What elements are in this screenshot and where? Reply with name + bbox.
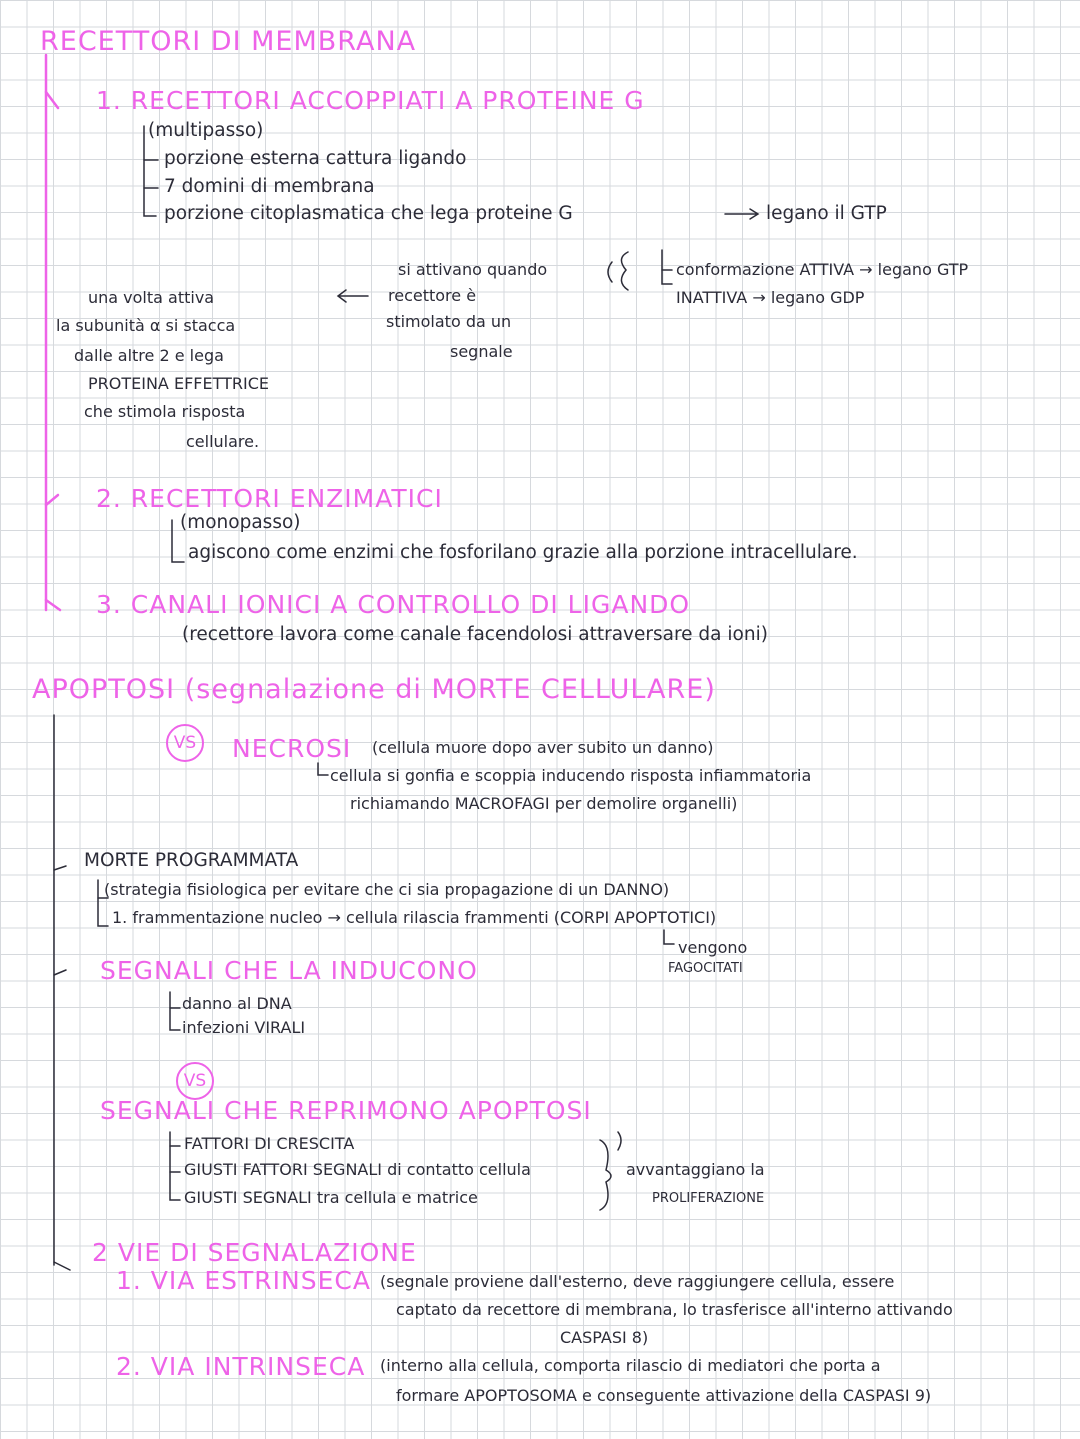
subunit-line: dalle altre 2 e lega — [74, 346, 224, 365]
receptor-1-title: 1. RECETTORI ACCOPPIATI A PROTEINE G — [96, 86, 645, 115]
receptor-3-title: 3. CANALI IONICI A CONTROLLO DI LIGANDO — [96, 590, 691, 619]
intrinsic-pathway-title: 2. VIA INTRINSECA — [116, 1352, 366, 1381]
advantage-note: PROLIFERAZIONE — [652, 1191, 765, 1206]
repressing-signal-item: GIUSTI SEGNALI tra cellula e matrice — [184, 1188, 478, 1207]
subunit-line: che stimola risposta — [84, 402, 246, 421]
subunit-line: una volta attiva — [88, 288, 215, 307]
inducing-signal-item: danno al DNA — [182, 994, 292, 1013]
receptor-3-line: (recettore lavora come canale facendolosi attraversare da ioni) — [182, 624, 768, 645]
programmed-death-line: (strategia fisiologica per evitare che ci sia propagazione di un DANNO) — [104, 880, 670, 899]
versus-badge: VS — [166, 724, 204, 762]
necrosis-line: (cellula muore dopo aver subito un danno) — [372, 738, 714, 757]
receptor-1-line: porzione citoplasmatica che lega proteine G — [164, 203, 573, 224]
apoptosis-title: APOPTOSI (segnalazione di MORTE CELLULARE) — [32, 674, 716, 705]
subunit-line: cellulare. — [186, 432, 260, 451]
gtp-binding-note: legano il GTP — [766, 203, 887, 224]
receptor-2-title: 2. RECETTORI ENZIMATICI — [96, 484, 443, 513]
activation-line: si attivano quando — [398, 260, 548, 279]
receptor-1-line: (multipasso) — [148, 120, 264, 141]
pathways-title: 2 VIE DI SEGNALAZIONE — [92, 1238, 417, 1267]
phagocyted-note: FAGOCITATI — [668, 961, 743, 976]
activation-line: recettore è — [388, 286, 477, 305]
necrosis-line: richiamando MACROFAGI per demolire organelli) — [350, 794, 738, 813]
subunit-line: PROTEINA EFFETTRICE — [88, 374, 269, 393]
receptor-2-line: (monopasso) — [180, 512, 301, 533]
conformation-inactive: INATTIVA → legano GDP — [676, 288, 865, 307]
programmed-death-line: 1. frammentazione nucleo → cellula rilascia frammenti (CORPI APOPTOTICI) — [112, 908, 717, 927]
repressing-signal-item: GIUSTI FATTORI SEGNALI di contatto cellula — [184, 1160, 531, 1179]
necrosis-title: NECROSI — [232, 734, 352, 763]
necrosis-line: cellula si gonfia e scoppia inducendo risposta infiammatoria — [330, 766, 812, 785]
extrinsic-pathway-line: captato da recettore di membrana, lo trasferisce all'interno attivando — [396, 1300, 953, 1319]
versus-badge: VS — [176, 1062, 214, 1100]
receptor-1-line: porzione esterna cattura ligando — [164, 148, 467, 169]
intrinsic-pathway-line: (interno alla cellula, comporta rilascio di mediatori che porta a — [380, 1356, 881, 1375]
page-title: RECETTORI DI MEMBRANA — [40, 26, 417, 57]
conformation-active: conformazione ATTIVA → legano GTP — [676, 260, 969, 279]
activation-line: segnale — [450, 342, 513, 361]
receptor-1-line: 7 domini di membrana — [164, 176, 375, 197]
activation-line: stimolato da un — [386, 312, 512, 331]
extrinsic-pathway-line: (segnale proviene dall'esterno, deve raggiungere cellula, essere — [380, 1272, 895, 1291]
intrinsic-pathway-line: formare APOPTOSOMA e conseguente attivazione della CASPASI 9) — [396, 1386, 932, 1405]
repressing-signals-title: SEGNALI CHE REPRIMONO APOPTOSI — [100, 1096, 592, 1125]
repressing-signal-item: FATTORI DI CRESCITA — [184, 1134, 355, 1153]
phagocyted-note: vengono — [678, 938, 748, 957]
inducing-signals-title: SEGNALI CHE LA INDUCONO — [100, 956, 478, 985]
extrinsic-pathway-line: CASPASI 8) — [560, 1328, 649, 1347]
advantage-note: avvantaggiano la — [626, 1160, 765, 1179]
subunit-line: la subunità α si stacca — [56, 316, 236, 335]
extrinsic-pathway-title: 1. VIA ESTRINSECA — [116, 1266, 371, 1295]
programmed-death-title: MORTE PROGRAMMATA — [84, 850, 299, 871]
inducing-signal-item: infezioni VIRALI — [182, 1018, 306, 1037]
receptor-2-line: agiscono come enzimi che fosforilano grazie alla porzione intracellulare. — [188, 542, 858, 563]
